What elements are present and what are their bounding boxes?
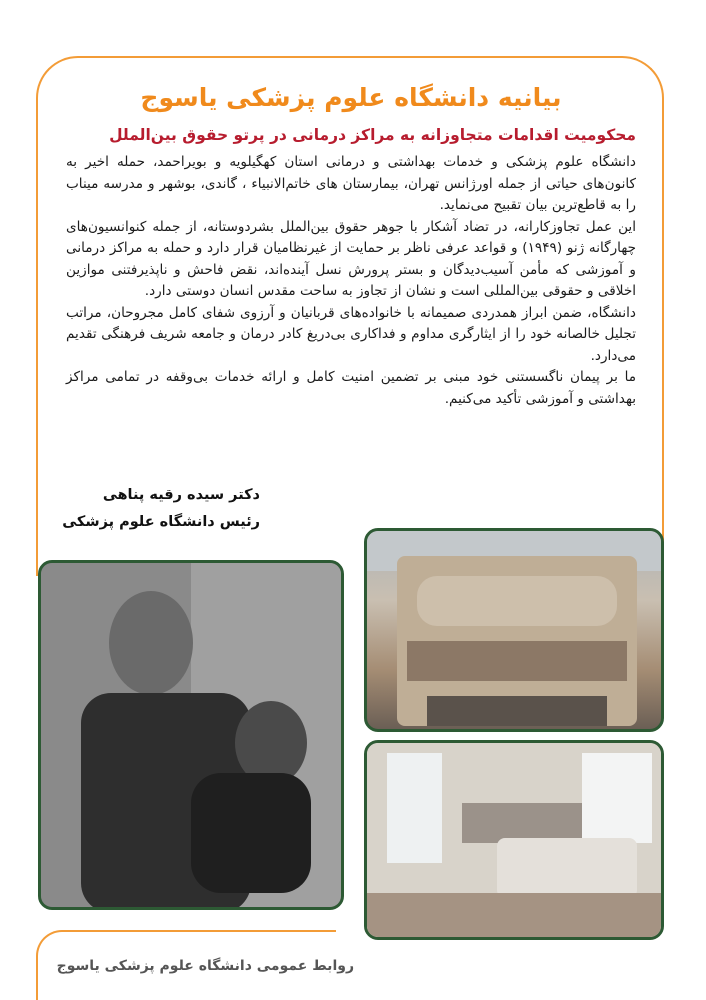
rescuer-photo-illustration	[41, 563, 341, 907]
page-title: بیانیه دانشگاه علوم پزشکی یاسوج	[140, 83, 562, 112]
signature-name: دکتر سیده رقیه پناهی	[102, 487, 260, 503]
paragraph-4: ما بر پیمان ناگسستنی خود مبنی بر تضمین امنیت کامل و ارائه خدمات بی‌وقفه در تمامی مراکز بهداشتی و آموزشی تأکید می‌کنیم.	[66, 369, 636, 407]
hospital-interior-illustration	[367, 743, 661, 937]
damaged-hospital-interior-photo	[364, 740, 664, 940]
statement-content	[66, 78, 636, 410]
footer-publisher: روابط عمومی دانشگاه علوم پزشکی یاسوج	[56, 958, 354, 974]
signature-block	[60, 482, 260, 536]
paragraph-2: این عمل تجاوزکارانه، در تضاد آشکار با جوهر حقوق بین‌الملل بشردوستانه، از جمله کنوانسیون‌های چهارگانه ژنو (۱۹۴۹) و قواعد عرفی ناظر بر حمایت از غیرنظامیان قرار دارد و حمله به مراکز درمانی و آموزشی که مأمن آسیب‌دیدگان و بستر پرورش نسل آینده‌اند، نقض فاحش و ناپذیرفتنی موازین اخلاقی و حقوقی بین‌المللی است و نشان از تجاوز به ساحت مقدس انسان دوستی دارد.	[66, 218, 636, 299]
paragraph-3: دانشگاه، ضمن ابراز همدردی صمیمانه با خانواده‌های قربانیان و آرزوی شفای کامل مجروحان، مراتب تجلیل خالصانه خود را از ایثارگری مداوم و فداکاری بی‌دریغ کادر درمان و جامعه شریف فرهنگی تقدیم می‌دارد.	[66, 304, 636, 364]
signature-position: رئیس دانشگاه علوم پزشکی	[62, 514, 260, 530]
hospital-facade-illustration	[367, 531, 661, 729]
rescuer-carrying-child-photo	[38, 560, 344, 910]
paragraph-1: دانشگاه علوم پزشکی و خدمات بهداشتی و درمانی استان کهگیلویه و بویراحمد، حمله اخیر به کانون‌های حیاتی از جمله اورژانس تهران، بیمارستان های خاتم‌الانبیاء ، گاندی، بوشهر و مدرسه میناب را به قاطع‌ترین بیان تقبیح می‌نماید.	[66, 154, 636, 213]
page-subtitle: محکومیت اقدامات متجاوزانه به مراکز درمانی در پرتو حقوق بین‌الملل	[109, 126, 636, 144]
damaged-hospital-facade-photo	[364, 528, 664, 732]
